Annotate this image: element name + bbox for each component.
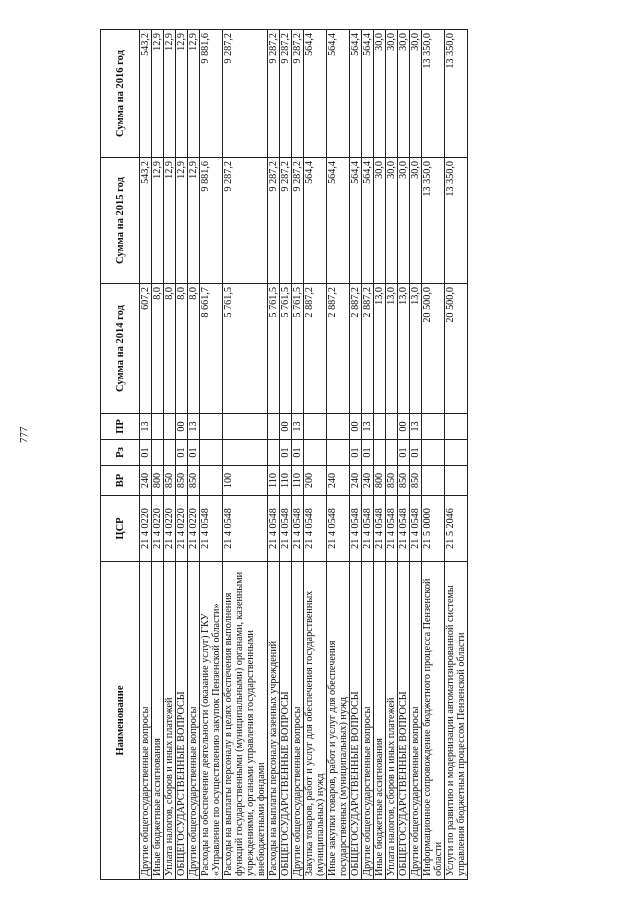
cell-2015: 12,9 [188,158,200,284]
table-row [304,30,327,880]
cell-name: Услуги по развитию и модернизации автоматизированной системы управления бюджетным процессом Пензенской области [445,562,468,880]
cell-2016: 12,9 [188,30,200,158]
cell-pr: 13 [292,414,304,440]
cell-vr: 240 [140,466,152,496]
cell-rz [200,440,223,466]
header-vr: ВР [101,466,140,496]
table-row [350,30,362,880]
cell-rz [304,440,327,466]
cell-rz [422,440,445,466]
cell-2016: 564,4 [350,30,362,158]
cell-2016: 30,0 [410,30,422,158]
cell-vr: 240 [350,466,362,496]
cell-vr: 240 [362,466,374,496]
cell-2015: 30,0 [386,158,398,284]
cell-2016: 564,4 [327,30,350,158]
table-row [398,30,410,880]
cell-2015: 9 287,2 [268,158,280,284]
table-row [200,30,223,880]
cell-2015: 12,9 [164,158,176,284]
cell-2015: 13 350,0 [445,158,468,284]
cell-vr: 850 [176,466,188,496]
cell-2016: 13 350,0 [445,30,468,158]
cell-pr: 00 [280,414,292,440]
cell-csr: 21 4 0548 [374,496,386,562]
cell-csr: 21 5 0000 [422,496,445,562]
table-row [268,30,280,880]
cell-vr: 850 [410,466,422,496]
cell-2014: 5 761,5 [223,284,268,414]
cell-vr: 800 [152,466,164,496]
cell-csr: 21 4 0548 [350,496,362,562]
cell-vr [422,466,445,496]
cell-2016: 9 287,2 [268,30,280,158]
cell-csr: 21 4 0548 [410,496,422,562]
cell-2016: 12,9 [152,30,164,158]
cell-2015: 12,9 [152,158,164,284]
cell-rz [223,440,268,466]
header-rz: Рз [101,440,140,466]
cell-csr: 21 4 0220 [188,496,200,562]
cell-2014: 8,0 [188,284,200,414]
cell-2014: 8 661,7 [200,284,223,414]
cell-pr [327,414,350,440]
cell-name: ОБЩЕГОСУДАРСТВЕННЫЕ ВОПРОСЫ [176,562,188,880]
cell-2015: 564,4 [350,158,362,284]
cell-pr [223,414,268,440]
cell-pr: 13 [140,414,152,440]
cell-2015: 13 350,0 [422,158,445,284]
cell-2016: 9 881,6 [200,30,223,158]
cell-rz: 01 [188,440,200,466]
cell-name: Уплата налогов, сборов и иных платежей [164,562,176,880]
cell-name: Расходы на обеспечение деятельности (оказание услуг) ГКУ «Управление по осуществлению закупок Пензенской области» [200,562,223,880]
cell-csr: 21 4 0548 [386,496,398,562]
cell-rz [164,440,176,466]
cell-pr [152,414,164,440]
header-2016: Сумма на 2016 год [101,30,140,158]
cell-2016: 30,0 [374,30,386,158]
cell-vr: 850 [164,466,176,496]
cell-rz [445,440,468,466]
cell-name: Другие общегосударственные вопросы [362,562,374,880]
cell-2016: 564,4 [362,30,374,158]
cell-name: Другие общегосударственные вопросы [410,562,422,880]
cell-vr: 200 [304,466,327,496]
cell-csr: 21 4 0548 [304,496,327,562]
cell-rz: 01 [292,440,304,466]
cell-2014: 5 761,5 [268,284,280,414]
cell-csr: 21 4 0220 [152,496,164,562]
table-row [374,30,386,880]
cell-2015: 30,0 [398,158,410,284]
cell-2016: 9 287,2 [292,30,304,158]
cell-2016: 12,9 [164,30,176,158]
cell-2014: 8,0 [152,284,164,414]
cell-name: ОБЩЕГОСУДАРСТВЕННЫЕ ВОПРОСЫ [280,562,292,880]
cell-pr [445,414,468,440]
cell-csr: 21 4 0548 [398,496,410,562]
cell-vr: 110 [280,466,292,496]
cell-csr: 21 4 0220 [164,496,176,562]
cell-pr [386,414,398,440]
cell-2014: 13,0 [398,284,410,414]
cell-csr: 21 4 0220 [140,496,152,562]
cell-2014: 8,0 [176,284,188,414]
cell-rz [386,440,398,466]
cell-2014: 13,0 [386,284,398,414]
table-body [140,30,468,880]
cell-pr: 00 [176,414,188,440]
cell-2015: 564,4 [304,158,327,284]
cell-2016: 9 287,2 [280,30,292,158]
table-row [152,30,164,880]
cell-name: Другие общегосударственные вопросы [140,562,152,880]
cell-2016: 12,9 [176,30,188,158]
cell-2016: 564,4 [304,30,327,158]
header-2015: Сумма на 2015 год [101,158,140,284]
cell-pr: 13 [362,414,374,440]
cell-2015: 9 881,6 [200,158,223,284]
cell-rz [374,440,386,466]
cell-2015: 9 287,2 [280,158,292,284]
cell-csr: 21 4 0548 [327,496,350,562]
cell-pr: 13 [188,414,200,440]
cell-pr: 13 [410,414,422,440]
table-row [445,30,468,880]
cell-2016: 9 287,2 [223,30,268,158]
cell-vr: 850 [398,466,410,496]
cell-pr: 00 [350,414,362,440]
cell-2014: 607,2 [140,284,152,414]
cell-2014: 20 500,0 [422,284,445,414]
cell-pr: 00 [398,414,410,440]
header-2014: Сумма на 2014 год [101,284,140,414]
header-pr: ПР [101,414,140,440]
cell-csr: 21 4 0548 [292,496,304,562]
cell-name: Расходы на выплаты персоналу в целях обеспечения выполнения функций государственными (муниципальными) органами, казенными учреждениями, органами управления государственными внебюджетными фондами [223,562,268,880]
cell-2016: 30,0 [398,30,410,158]
cell-2015: 9 287,2 [292,158,304,284]
cell-rz [327,440,350,466]
header-csr: ЦСР [101,496,140,562]
page-number: 777 [18,426,30,443]
cell-csr: 21 4 0548 [223,496,268,562]
cell-2014: 5 761,5 [280,284,292,414]
cell-csr: 21 4 0548 [200,496,223,562]
cell-rz [152,440,164,466]
table-row [223,30,268,880]
cell-csr: 21 4 0548 [280,496,292,562]
cell-2014: 8,0 [164,284,176,414]
cell-name: Информационное сопровождение бюджетного процесса Пензенской области [422,562,445,880]
table-row [280,30,292,880]
cell-2016: 30,0 [386,30,398,158]
cell-csr: 21 4 0220 [176,496,188,562]
cell-csr: 21 4 0548 [268,496,280,562]
cell-name: Другие общегосударственные вопросы [292,562,304,880]
cell-name: Другие общегосударственные вопросы [188,562,200,880]
cell-rz: 01 [176,440,188,466]
header-name: Наименование [101,562,140,880]
cell-2014: 20 500,0 [445,284,468,414]
budget-table [100,29,468,880]
table-row [188,30,200,880]
cell-vr: 100 [223,466,268,496]
cell-pr [200,414,223,440]
cell-rz: 01 [140,440,152,466]
budget-table-container [100,30,540,880]
cell-2014: 2 887,2 [327,284,350,414]
cell-2014: 2 887,2 [350,284,362,414]
cell-pr [268,414,280,440]
cell-rz: 01 [350,440,362,466]
cell-name: Иные бюджетные ассигнования [152,562,164,880]
cell-name: Иные закупки товаров, работ и услуг для обеспечения государственных (муниципальных) нужд [327,562,350,880]
cell-2015: 12,9 [176,158,188,284]
cell-vr: 110 [268,466,280,496]
cell-vr [200,466,223,496]
cell-2015: 9 287,2 [223,158,268,284]
table-row [410,30,422,880]
table-row [362,30,374,880]
cell-vr: 110 [292,466,304,496]
table-row [422,30,445,880]
cell-pr [422,414,445,440]
cell-rz: 01 [410,440,422,466]
table-row [327,30,350,880]
cell-2015: 30,0 [410,158,422,284]
cell-rz: 01 [398,440,410,466]
cell-vr [445,466,468,496]
table-row [140,30,152,880]
cell-name: Закупка товаров, работ и услуг для обеспечения государственных (муниципальных) нужд [304,562,327,880]
cell-vr: 850 [188,466,200,496]
cell-name: Иные бюджетные ассигнования [374,562,386,880]
cell-vr: 240 [327,466,350,496]
cell-name: ОБЩЕГОСУДАРСТВЕННЫЕ ВОПРОСЫ [350,562,362,880]
table-row [176,30,188,880]
cell-2014: 13,0 [374,284,386,414]
cell-name: ОБЩЕГОСУДАРСТВЕННЫЕ ВОПРОСЫ [398,562,410,880]
cell-2016: 543,2 [140,30,152,158]
cell-2014: 13,0 [410,284,422,414]
cell-pr [164,414,176,440]
header-row [101,30,140,880]
cell-2014: 2 887,2 [362,284,374,414]
table-row [386,30,398,880]
cell-vr: 800 [374,466,386,496]
cell-pr [304,414,327,440]
cell-2016: 13 350,0 [422,30,445,158]
cell-2014: 2 887,2 [304,284,327,414]
cell-name: Уплата налогов, сборов и иных платежей [386,562,398,880]
cell-pr [374,414,386,440]
cell-rz: 01 [280,440,292,466]
table-row [164,30,176,880]
cell-csr: 21 4 0548 [362,496,374,562]
cell-rz [268,440,280,466]
cell-2015: 564,4 [327,158,350,284]
cell-2015: 543,2 [140,158,152,284]
cell-name: Расходы на выплаты персоналу казенных учреждений [268,562,280,880]
cell-vr: 850 [386,466,398,496]
table-row [292,30,304,880]
cell-2015: 30,0 [374,158,386,284]
cell-csr: 21 5 2046 [445,496,468,562]
cell-rz: 01 [362,440,374,466]
cell-2015: 564,4 [362,158,374,284]
cell-2014: 5 761,5 [292,284,304,414]
